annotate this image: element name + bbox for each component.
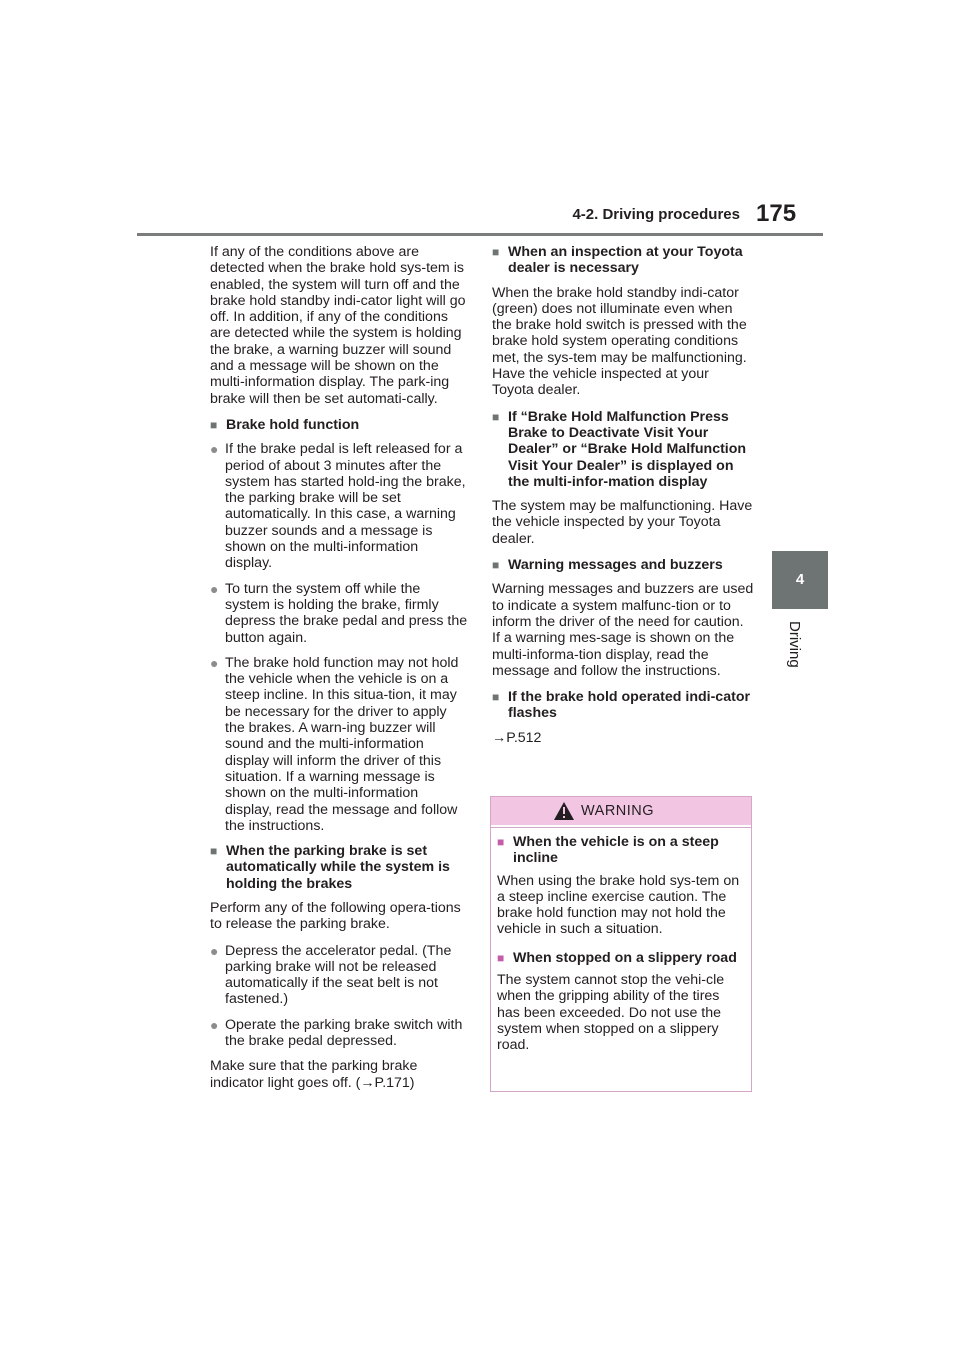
warning-body [491,828,751,1054]
page-number: 175 [756,200,797,227]
warning-triangle-icon [553,801,575,821]
square-bullet-icon: ■ [210,844,218,859]
subheading [492,557,754,573]
square-bullet-icon: ■ [492,690,500,705]
paragraph: Perform any of the following opera-tions to release the parking brake. [210,899,461,933]
list-item [210,441,468,571]
warning-header [491,797,751,825]
square-bullet-icon: ■ [492,558,500,573]
square-bullet-icon: ■ [210,417,218,432]
page-header [480,200,820,230]
subheading [492,244,754,277]
paragraph: When using the brake hold sys-tem on a steep incline exercise caution. The brake hold function may not hold the vehicle in such a situation. [497,872,740,938]
list-item [210,1017,468,1050]
paragraph: Warning messages and buzzers are used to indicate a system malfunc-tion or to inform the driver of the need for caution. If a warning mes-sage is shown on the multi-informa-tion display, read the message and follow the instructions. [492,581,754,679]
subheading [210,417,468,433]
left-column [210,244,468,1101]
subheading [497,834,745,867]
square-bullet-icon: ■ [492,409,500,424]
right-column [492,244,754,756]
paragraph: The system cannot stop the vehi-cle when the gripping ability of the tires has been exceeded. Do not use the system when stopped on a slippery road. [497,972,725,1054]
circle-bullet-icon: ● [210,654,219,671]
page-reference-paragraph: Make sure that the parking brake indicator light goes off. (→P.171) [210,1058,418,1091]
chapter-tab: 4 [772,551,828,609]
chapter-label: Driving [786,621,803,668]
page-reference-link[interactable]: →P.512 [492,729,542,746]
subheading-text: When an inspection at your Toyota dealer is necessary [508,244,743,277]
subheading-text: Warning messages and buzzers [508,557,723,574]
square-bullet-icon: ■ [497,950,505,965]
list-item-text: Operate the parking brake switch with the brake pedal depressed. [225,1016,463,1050]
list-item-text: The brake hold function may not hold the vehicle when the vehicle is on a steep incline. In this situa-tion, it may be necessary for the driver to apply the brakes. A warn-ing buzzer will sound and the multi-information display will inform the driver of this situation. If a warning message is shown on the multi-information display, read the message and follow the instructions. [225,654,459,834]
subheading-text: Brake hold function [226,416,360,433]
list-item-text: To turn the system off while the system is holding the brake, firmly depress the brake pedal and press the button again. [225,580,468,646]
subheading-text: When stopped on a slippery road [513,949,737,966]
circle-bullet-icon: ● [210,580,219,597]
subheading [497,950,745,966]
intro-paragraph: If any of the conditions above are detected when the brake hold sys-tem is enabled, the system will turn off and the brake hold standby indi-cator light will go off. In addition, if any of the conditions are detected while the system is holding the brake, a warning buzzer will sound and a message will be shown on the multi-information display. The park-ing brake will then be set automati-cally. [210,244,466,407]
subheading [492,409,754,490]
subheading-text: When the vehicle is on a steep incline [513,834,719,867]
list-item [210,655,468,834]
square-bullet-icon: ■ [492,245,500,259]
circle-bullet-icon: ● [210,441,219,458]
paragraph: When the brake hold standby indi-cator (green) does not illuminate even when the brake hold switch is pressed with the brake hold system operating conditions met, the sys-tem may be malfunctioning. Have the vehicle inspected at your Toyota dealer. [492,284,747,399]
warning-title: WARNING [581,803,655,819]
subheading-text: If the brake hold operated indi-cator flashes [508,689,751,722]
list-item [210,581,468,646]
list-item [210,943,468,1008]
subheading-text: When the parking brake is set automatically while the system is holding the brakes [226,843,450,892]
header-divider [137,233,823,236]
list-item-text: If the brake pedal is left released for a period of about 3 minutes after the system has started hold-ing the brake, the parking brake will be set automatically. In this case, a warning buzzer sounds and a message is shown on the multi-information display. [225,441,466,572]
paragraph: The system may be malfunctioning. Have the vehicle inspected by your Toyota dealer. [492,498,753,547]
warning-box [490,796,752,1092]
list-item-text: Depress the accelerator pedal. (The parking brake will not be released automatically if the seat belt is not fastened.) [225,942,452,1008]
square-bullet-icon: ■ [497,835,505,849]
subheading [210,843,468,892]
circle-bullet-icon: ● [210,942,219,959]
subheading-text: If “Brake Hold Malfunction Press Brake to Deactivate Visit Your Dealer” or “Brake Hold Malfunction Visit Your Dealer” is displayed on the multi-infor-mation display [508,408,747,490]
section-title: 4-2. Driving procedures [572,206,740,223]
subheading [492,689,754,722]
circle-bullet-icon: ● [210,1016,219,1033]
